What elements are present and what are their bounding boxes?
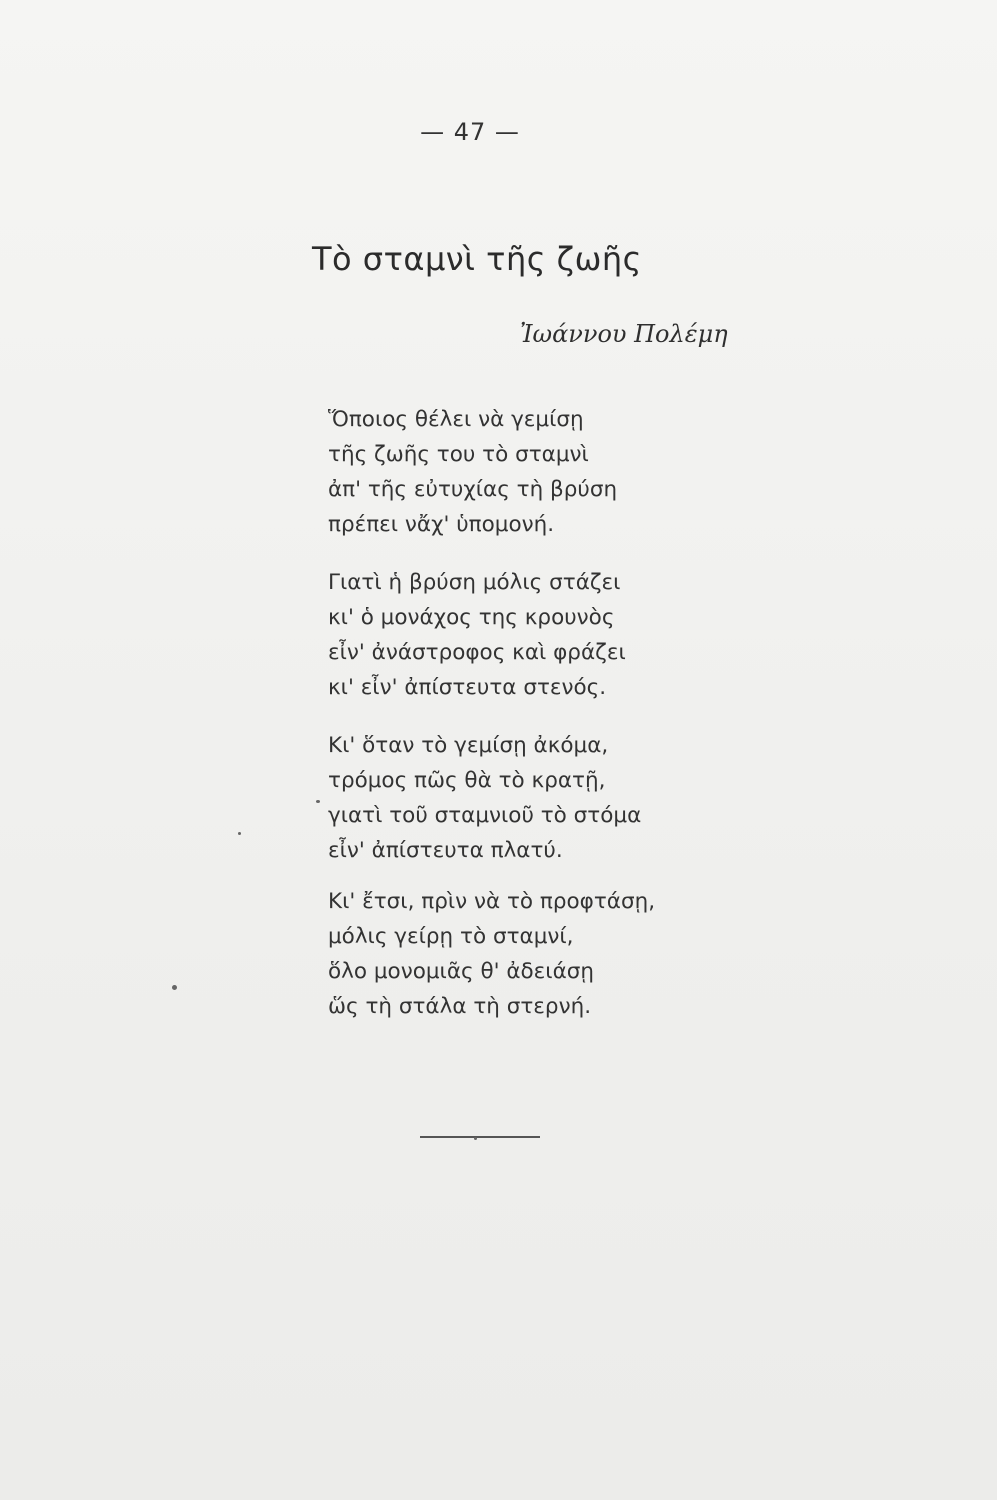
verse-line: μόλις γείρῃ τὸ σταμνί, (328, 924, 574, 949)
verse-line: πρέπει νἄχ' ὑπομονή. (328, 512, 555, 537)
stanza-4 (328, 884, 748, 1024)
verse-line: Κι' ἔτσι, πρὶν νὰ τὸ προφτάσῃ, (328, 889, 656, 914)
verse-line: Κι' ὅταν τὸ γεμίσῃ ἀκόμα, (328, 733, 609, 758)
verse-line: τῆς ζωῆς του τὸ σταμνὶ (328, 442, 589, 467)
stanza-3 (328, 728, 748, 868)
verse-line: εἶν' ἀπίστευτα πλατύ. (328, 838, 563, 863)
poem-author: Ἰωάννου Πολέμη (520, 320, 728, 348)
verse-line: Ὅποιος θέλει νὰ γεμίσῃ (328, 407, 584, 432)
end-divider (420, 1136, 540, 1138)
stanza-2 (328, 565, 748, 705)
verse-line: ὅλο μονομιᾶς θ' ἀδειάσῃ (328, 959, 594, 984)
verse-line: τρόμος πῶς θὰ τὸ κρατῇ, (328, 768, 606, 793)
ink-speck (172, 985, 177, 990)
ink-speck (316, 800, 320, 803)
verse-line: γιατὶ τοῦ σταμνιοῦ τὸ στόμα (328, 803, 642, 828)
page-number: — 47 — (420, 118, 520, 146)
verse-line: Γιατὶ ἡ βρύση μόλις στάζει (328, 570, 621, 595)
verse-line: κι' εἶν' ἀπίστευτα στενός. (328, 675, 607, 700)
verse-line: ὥς τὴ στάλα τὴ στερνή. (328, 994, 592, 1019)
verse-line: εἶν' ἀνάστροφος καὶ φράζει (328, 640, 626, 665)
verse-line: ἀπ' τῆς εὐτυχίας τὴ βρύση (328, 477, 618, 502)
stanza-1 (328, 402, 748, 542)
poem-title: Τὸ σταμνὶ τῆς ζωῆς (312, 240, 642, 278)
ink-speck (238, 832, 241, 835)
ink-speck (474, 1137, 477, 1140)
verse-line: κι' ὁ μονάχος της κρουνὸς (328, 605, 615, 630)
